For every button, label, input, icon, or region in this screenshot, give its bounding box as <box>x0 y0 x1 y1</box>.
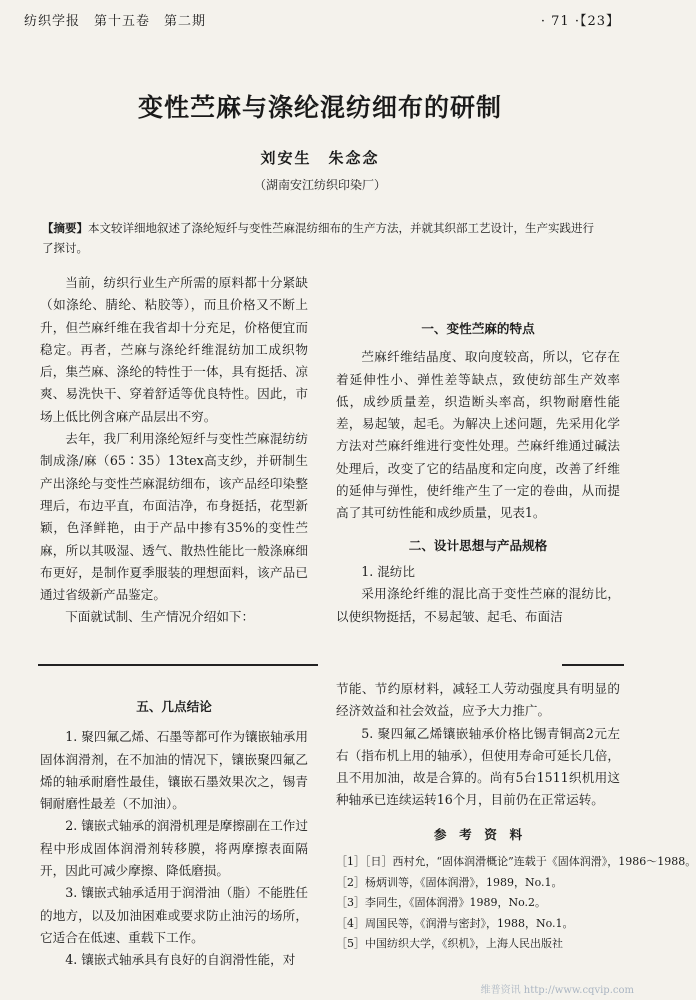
conclusion-item-2: 2. 镶嵌式轴承的润滑机理是摩擦副在工作过程中形成固体润滑剂转移膜，将两摩擦表面隔开，因此可减少摩擦、降低磨损。 <box>40 818 308 879</box>
running-header-page: · 71 ·【23】 <box>540 14 620 29</box>
reference-item: ［4］周国民等，《润滑与密封》，1988，No.1。 <box>336 916 574 930</box>
section-2-heading: 二、设计思想与产品规格 <box>408 537 548 553</box>
intro-paragraph-3: 下面就试制、生产情况介绍如下： <box>65 609 255 625</box>
references-list <box>336 852 696 955</box>
watermark: 维普资讯 http://www.cqvip.com <box>480 985 634 996</box>
subsection-1-heading: 1. 混纺比 <box>361 563 415 579</box>
running-header-journal: 纺织学报 第十五卷 第二期 <box>24 14 207 29</box>
section-1-heading: 一、变性苎麻的特点 <box>421 321 535 336</box>
article-divider-left <box>38 664 318 666</box>
reference-item: ［5］中国纺织大学，《织机》，上海人民出版社 <box>336 937 563 951</box>
conclusion-item-4: 4. 镶嵌式轴承具有良好的自润滑性能，对 <box>65 952 296 968</box>
right-column-bottom <box>336 678 696 955</box>
abstract-text: 本文较详细地叙述了涤纶短纤与变性苎麻混纺细布的生产方法，并就其织部工艺设计，生产实践进行了探讨。 <box>42 221 594 255</box>
right-column-top <box>336 318 620 628</box>
intro-paragraph-2: 去年，我厂利用涤纶短纤与变性苎麻混纺纺制成涤/麻（65∶35）13tex高支纱，并研制生产出涤纶与变性苎麻混纺细布，该产品经印染整理后，布边平直，布面洁净，布身挺括，花型新颖，色泽鲜艳，由于产品中掺有35%的变性苎麻，所以其吸湿、透气、散热性能比一般涤麻细布更好，是制作夏季服装的理想面料，该产品已通过省级新产品鉴定。 <box>40 431 308 603</box>
intro-column <box>40 272 308 629</box>
reference-item: ［3］李同生，《固体润滑》1989，No.2。 <box>336 896 547 910</box>
abstract-label: 【摘要】 <box>42 221 88 235</box>
article-authors: 刘安生 朱念念 <box>260 149 380 167</box>
conclusion-item-3: 3. 镶嵌式轴承适用于润滑油（脂）不能胜任的地方，以及加油困难或要求防止油污的场所，它适合在低速、重载下工作。 <box>40 885 308 945</box>
subsection-1-text: 采用涤纶纤维的混比高于变性苎麻的混纺比，以使织物挺括，不易起皱、起毛、布面洁 <box>336 586 620 624</box>
reference-item: ［2］杨炳训等，《固体润滑》，1989，No.1。 <box>336 875 563 889</box>
references-heading: 参 考 资 料 <box>433 826 523 842</box>
section-5-heading: 五、几点结论 <box>136 699 212 714</box>
intro-paragraph-1: 当前，纺织行业生产所需的原料都十分紧缺（如涤纶、腈纶、粘胶等），而且价格又不断上升，但苎麻纤维在我省却十分充足，价格便宜而稳定。再者，苎麻与涤纶纤维混纺加工成织物后，集苎麻、涤纶的特性于一体，具有挺括、凉爽、易洗快干、穿着舒适等优良特性。因此，市场上低比例含麻产品层出不穷。 <box>40 275 308 424</box>
article-divider-right-end <box>562 664 624 666</box>
conclusions-column <box>40 696 308 972</box>
abstract <box>42 218 602 258</box>
conclusion-item-1: 1. 聚四氟乙烯、石墨等都可作为镶嵌轴承用固体润滑剂，在不加油的情况下，镶嵌聚四氟乙烯的轴承耐磨性最佳，镶嵌石墨效果次之，锡青铜耐磨性最差（不加油）。 <box>40 729 308 812</box>
section-1-text: 苎麻纤维结晶度、取向度较高，所以，它存在着延伸性小、弹性差等缺点，致使纺部生产效率低，成纱质量差，织造断头率高，织物耐磨性能差，易起皱，起毛。为解决上述问题，先采用化学方法对苎麻纤维进行变性处理。苎麻纤维通过碱法处理后，改变了它的结晶度和定向度，改善了纤维的延伸与弹性，使纤维产生了一定的卷曲，从而提高了其可纺性能和成纱质量，见表1。 <box>336 349 620 521</box>
conclusion-item-5: 5. 聚四氟乙烯镶嵌轴承价格比锡青铜高2元左右（指布机上用的轴承），但使用寿命可延长几倍，且不用加油，故是合算的。尚有5台1511织机用这种轴承已连续运转16个月，目前仍在正常运转。 <box>336 725 620 808</box>
article-title: 变性苎麻与涤纶混纺细布的研制 <box>137 93 502 122</box>
conclusion-continued: 节能、节约原材料，减轻工人劳动强度具有明显的经济效益和社会效益，应予大力推广。 <box>336 681 620 719</box>
reference-item: ［1］［日］西村允，“固体润滑概论”连载于《固体润滑》，1986～1988。 <box>336 855 696 869</box>
article-affiliation: （湖南安江纺织印染厂） <box>253 178 386 192</box>
